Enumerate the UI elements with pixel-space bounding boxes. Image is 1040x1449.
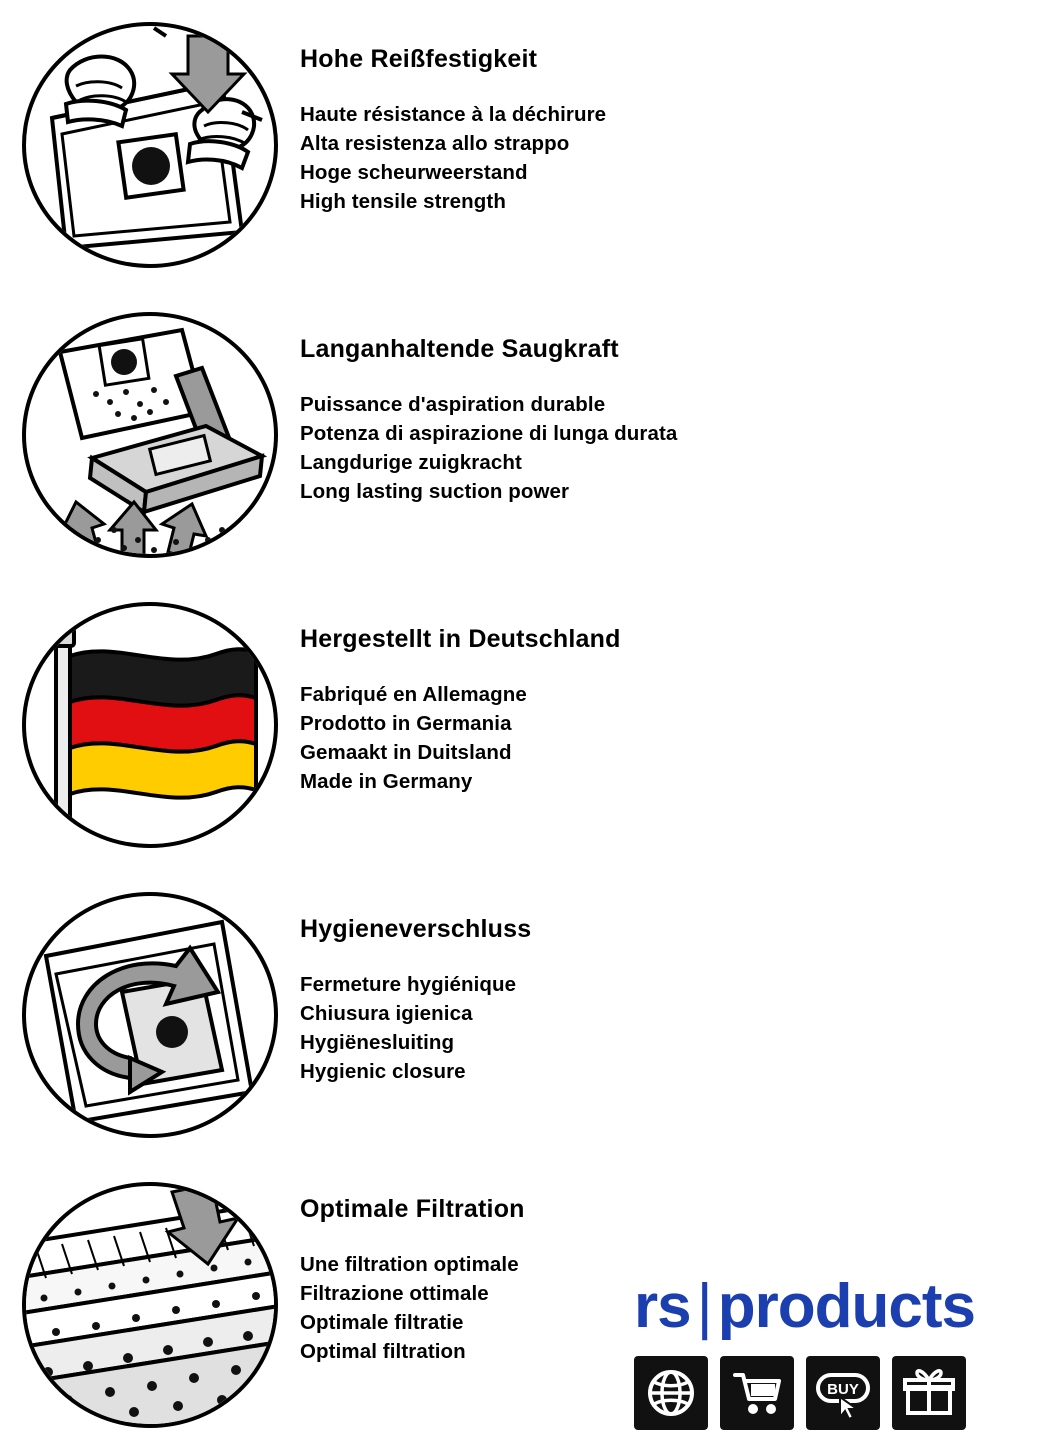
- feature-line: Fermeture hygiénique: [300, 972, 517, 996]
- feature-line: Prodotto in Germania: [300, 711, 512, 735]
- icon-wrap: [0, 580, 300, 869]
- feature-row: [0, 290, 1040, 580]
- feature-line: Optimal filtration: [300, 1339, 466, 1363]
- icon-wrap: [0, 0, 300, 289]
- hygienic-closure-icon: [22, 892, 278, 1138]
- hands-tearing-dust-bag-icon: [22, 22, 278, 268]
- feature-line: Chiusura igienica: [300, 1001, 473, 1025]
- feature-line: Fabriqué en Allemagne: [300, 682, 527, 706]
- feature-line: High tensile strength: [300, 189, 506, 213]
- svg-text:BUY: BUY: [827, 1381, 859, 1398]
- feature-line: Hygienic closure: [300, 1059, 466, 1083]
- feature-line: Hygiënesluiting: [300, 1030, 455, 1054]
- gift-box-icon: [892, 1356, 966, 1430]
- logo-word-products: products: [717, 1272, 975, 1341]
- feature-line: Haute résistance à la déchirure: [300, 102, 607, 126]
- feature-line: Made in Germany: [300, 769, 473, 793]
- feature-title: Langanhaltende Saugkraft: [300, 335, 619, 363]
- icon-wrap: [0, 1160, 300, 1449]
- feature-title: Hohe Reißfestigkeit: [300, 45, 538, 73]
- icon-wrap: [0, 870, 300, 1159]
- icon-wrap: [0, 290, 300, 579]
- feature-title: Hergestellt in Deutschland: [300, 625, 621, 653]
- feature-translations: [300, 680, 1040, 796]
- vacuum-nozzle-suction-icon: [22, 312, 278, 558]
- feature-translations: [300, 970, 1040, 1086]
- globe-icon: [634, 1356, 708, 1430]
- feature-line: Long lasting suction power: [300, 479, 570, 503]
- feature-line: Filtrazione ottimale: [300, 1281, 489, 1305]
- feature-row: [0, 870, 1040, 1160]
- feature-translations: [300, 100, 1040, 216]
- feature-line: Hoge scheurweerstand: [300, 160, 528, 184]
- buy-glyph: [812, 1365, 874, 1421]
- feature-row: [0, 580, 1040, 870]
- feature-line: Gemaakt in Duitsland: [300, 740, 512, 764]
- feature-line: Une filtration optimale: [300, 1252, 519, 1276]
- feature-line: Puissance d'aspiration durable: [300, 392, 606, 416]
- logo-wordmark: [634, 1272, 1026, 1341]
- cart-glyph: [729, 1365, 785, 1421]
- logo-divider: |: [696, 1272, 712, 1341]
- german-flag-icon: [22, 602, 278, 848]
- buy-button-icon: [806, 1356, 880, 1430]
- feature-row: [0, 0, 1040, 290]
- logo-word-rs: rs: [634, 1272, 691, 1341]
- brand-logo: [634, 1272, 1026, 1430]
- logo-icon-row: [634, 1356, 1026, 1430]
- multi-layer-filtration-graphic: [26, 1186, 278, 1428]
- feature-line: Potenza di aspirazione di lunga durata: [300, 421, 678, 445]
- vacuum-nozzle-suction-graphic: [26, 316, 278, 558]
- feature-title: Optimale Filtration: [300, 1195, 525, 1223]
- feature-text-block: [300, 290, 1040, 506]
- shopping-cart-icon: [720, 1356, 794, 1430]
- feature-text-block: [300, 870, 1040, 1086]
- german-flag-graphic: [26, 606, 278, 848]
- feature-line: Optimale filtratie: [300, 1310, 464, 1334]
- hygienic-closure-graphic: [26, 896, 278, 1138]
- feature-line: Langdurige zuigkracht: [300, 450, 522, 474]
- feature-title: Hygieneverschluss: [300, 915, 532, 943]
- multi-layer-filtration-icon: [22, 1182, 278, 1428]
- gift-glyph: [901, 1365, 957, 1421]
- feature-text-block: [300, 0, 1040, 216]
- feature-translations: [300, 390, 1040, 506]
- feature-text-block: [300, 580, 1040, 796]
- feature-line: Alta resistenza allo strappo: [300, 131, 570, 155]
- globe-glyph: [643, 1365, 699, 1421]
- hands-tearing-dust-bag-graphic: [26, 26, 278, 268]
